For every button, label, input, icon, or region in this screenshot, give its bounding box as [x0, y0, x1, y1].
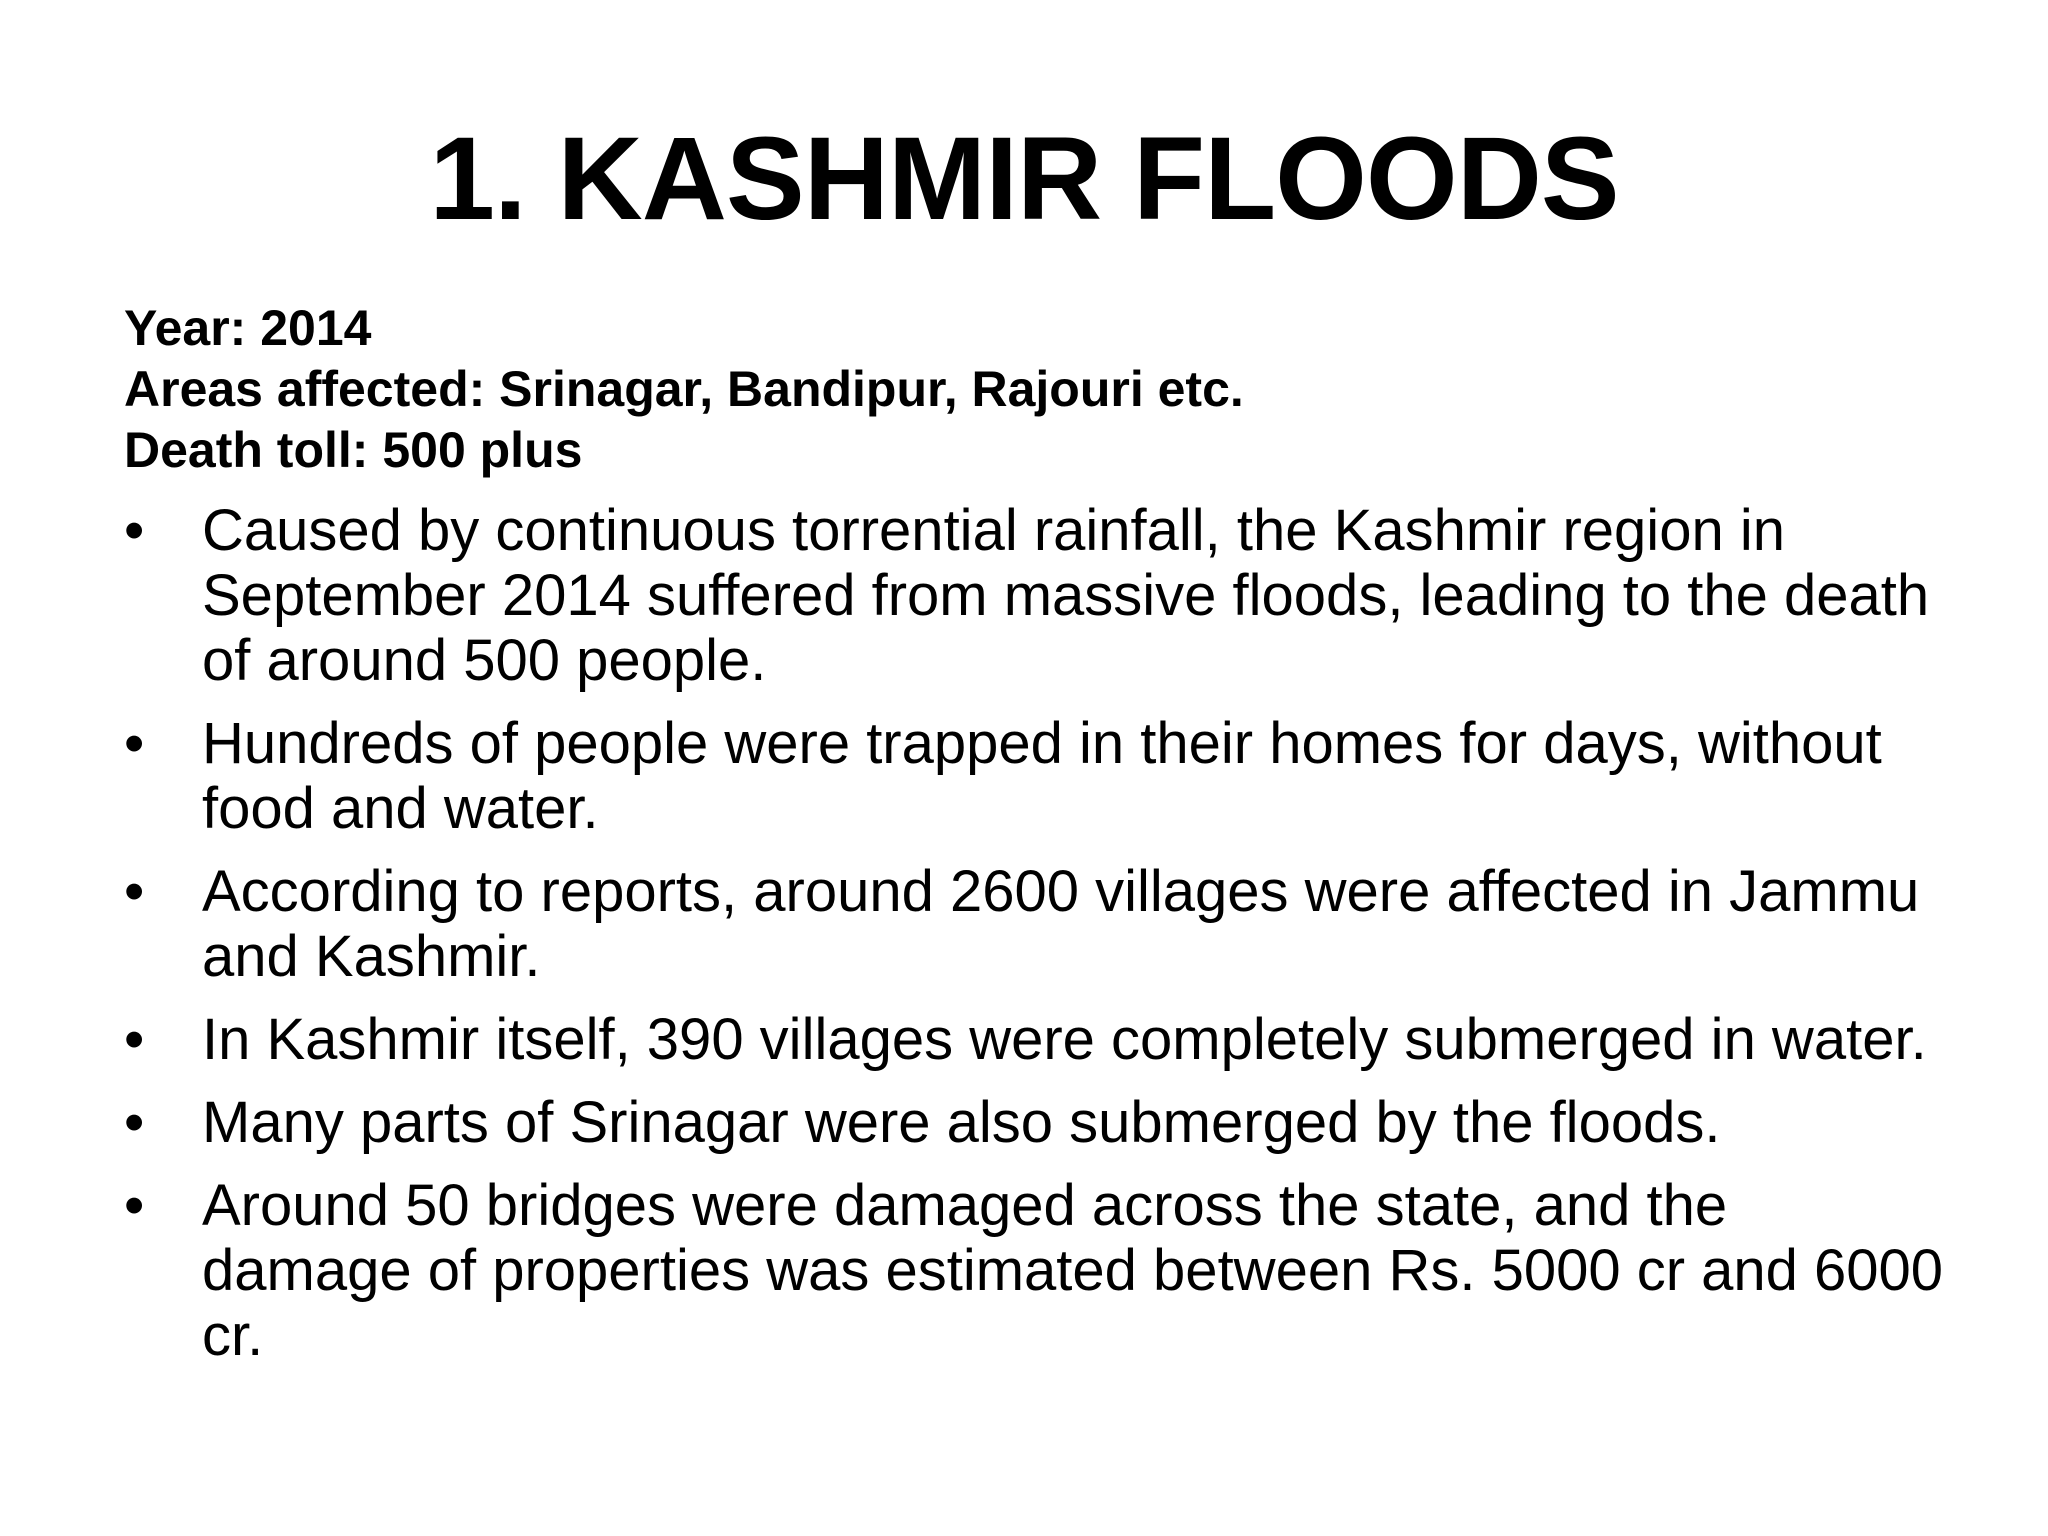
meta-block: [124, 298, 1944, 481]
bullet-item: [124, 1173, 1944, 1368]
bullet-text: In Kashmir itself, 390 villages were completely submerged in water.: [202, 1007, 1927, 1072]
bullet-icon: •: [124, 1007, 145, 1072]
bullet-icon: •: [124, 1173, 145, 1238]
meta-areas-affected: Areas affected: Srinagar, Bandipur, Rajouri etc.: [124, 361, 1244, 417]
bullet-icon: •: [124, 498, 145, 563]
bullet-item: [124, 711, 1944, 841]
bullet-text: According to reports, around 2600 villages were affected in Jammu and Kashmir.: [202, 859, 1920, 989]
bullet-text: Many parts of Srinagar were also submerged by the floods.: [202, 1090, 1721, 1155]
bullet-item: [124, 1007, 1944, 1072]
slide-title: 1. KASHMIR FLOODS: [429, 113, 1619, 245]
meta-death-toll: Death toll: 500 plus: [124, 422, 583, 478]
bullet-item: [124, 498, 1944, 693]
meta-year: Year: 2014: [124, 300, 372, 356]
bullet-icon: •: [124, 859, 145, 924]
bullet-text: Caused by continuous torrential rainfall, the Kashmir region in September 2014 suffered from massive floods, leading to the death of around 500 people.: [202, 498, 1930, 693]
bullet-icon: •: [124, 711, 145, 776]
bullet-text: Hundreds of people were trapped in their homes for days, without food and water.: [202, 711, 1882, 841]
bullet-item: [124, 859, 1944, 989]
bullet-icon: •: [124, 1090, 145, 1155]
bullet-text: Around 50 bridges were damaged across the state, and the damage of properties was estimated between Rs. 5000 cr and 6000 cr.: [202, 1173, 1944, 1368]
bullet-list: [124, 498, 1944, 1386]
bullet-item: [124, 1090, 1944, 1155]
